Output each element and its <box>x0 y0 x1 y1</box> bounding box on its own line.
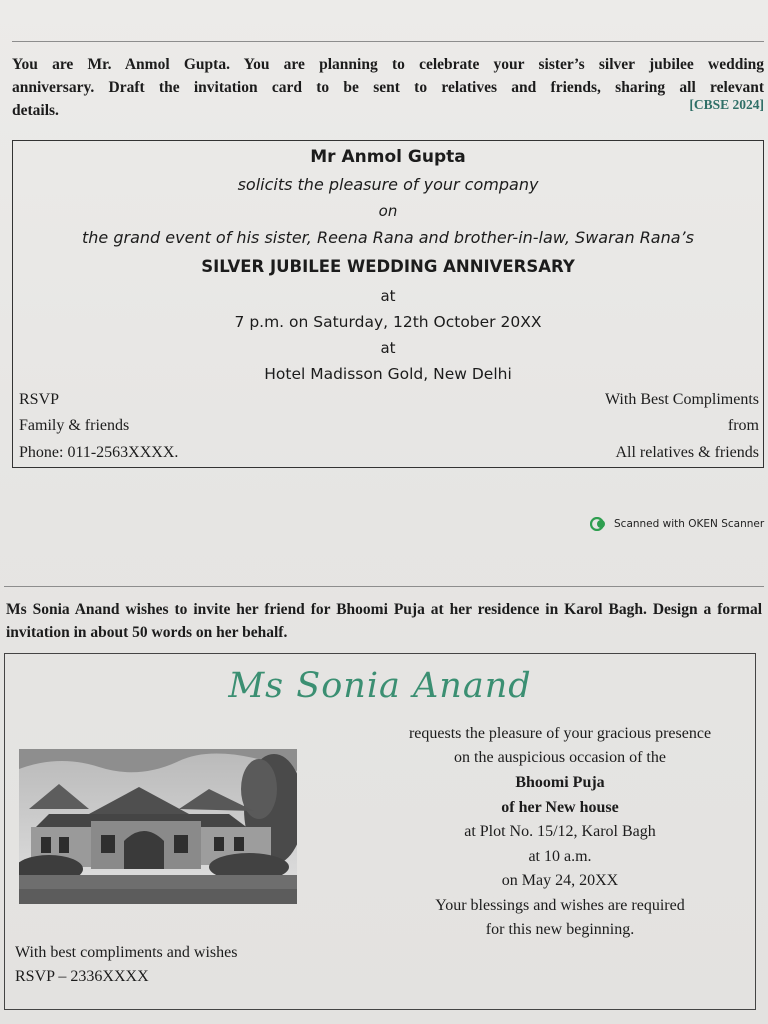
card1-from: from <box>727 417 759 434</box>
card1-rsvp-phone: Phone: 011-2563XXXX. <box>19 444 179 461</box>
question-1-line-2: anniversary. Draft the invitation card to be sent to relatives and friends, sharing all relevant <box>12 79 764 96</box>
card1-occasion: SILVER JUBILEE WEDDING ANNIVERSARY <box>201 257 575 276</box>
card2-host-script: Ms Sonia Anand <box>228 666 532 706</box>
cbse-source-tag: [CBSE 2024] <box>689 97 764 112</box>
card1-on: on <box>378 202 398 220</box>
card2-line-request: requests the pleasure of your gracious presence <box>408 725 712 742</box>
card2-line-address: at Plot No. 15/12, Karol Bagh <box>464 823 656 840</box>
card1-rsvp-label: RSVP <box>19 391 60 408</box>
card1-host: Mr Anmol Gupta <box>310 147 466 167</box>
question-1-line-3 <box>12 99 764 122</box>
card2-line-event: Bhoomi Puja <box>515 774 605 791</box>
scanner-badge-text: Scanned with OKEN Scanner <box>614 518 765 530</box>
invitation-card-bhoomi-puja <box>4 653 756 1010</box>
card1-at-1: at <box>380 287 396 305</box>
top-rule <box>12 41 764 42</box>
card2-rsvp: RSVP – 2336XXXX <box>15 968 149 985</box>
card1-compliments: With Best Compliments <box>604 391 759 408</box>
card2-line-date: on May 24, 20XX <box>501 872 619 889</box>
card1-at-2: at <box>380 339 396 357</box>
card2-line-blessings: Your blessings and wishes are required <box>435 897 685 914</box>
card1-rsvp-who: Family & friends <box>19 417 130 434</box>
question-1 <box>12 53 764 122</box>
house-photo <box>19 749 297 904</box>
card1-solicits: solicits the pleasure of your company <box>237 175 539 194</box>
card2-compliments: With best compliments and wishes <box>15 944 238 961</box>
card2-line-time: at 10 a.m. <box>528 848 592 865</box>
question-1-line-3-text: details. <box>12 102 59 119</box>
card1-from-who: All relatives & friends <box>615 444 759 461</box>
card1-event-line: the grand event of his sister, Reena Rana and brother-in-law, Swaran Rana’s <box>82 228 694 247</box>
card1-venue: Hotel Madisson Gold, New Delhi <box>264 365 512 383</box>
scanner-logo-icon <box>590 517 608 531</box>
card1-time-date: 7 p.m. on Saturday, 12th October 20XX <box>234 313 542 331</box>
question-2: Ms Sonia Anand wishes to invite her friend for Bhoomi Puja at her residence in Karol Bagh. Design a formal invitation in about 50 words on her behalf. <box>6 601 762 641</box>
invitation-card-anniversary <box>12 140 764 468</box>
question-1-line-1: You are Mr. Anmol Gupta. You are planning to celebrate your sister’s silver jubilee wedding <box>12 56 764 73</box>
card2-line-occasion: on the auspicious occasion of the <box>454 749 666 766</box>
scanner-badge <box>590 517 764 531</box>
middle-rule <box>4 586 764 587</box>
card2-line-house: of her New house <box>501 799 619 816</box>
card2-line-beginning: for this new beginning. <box>485 921 635 938</box>
